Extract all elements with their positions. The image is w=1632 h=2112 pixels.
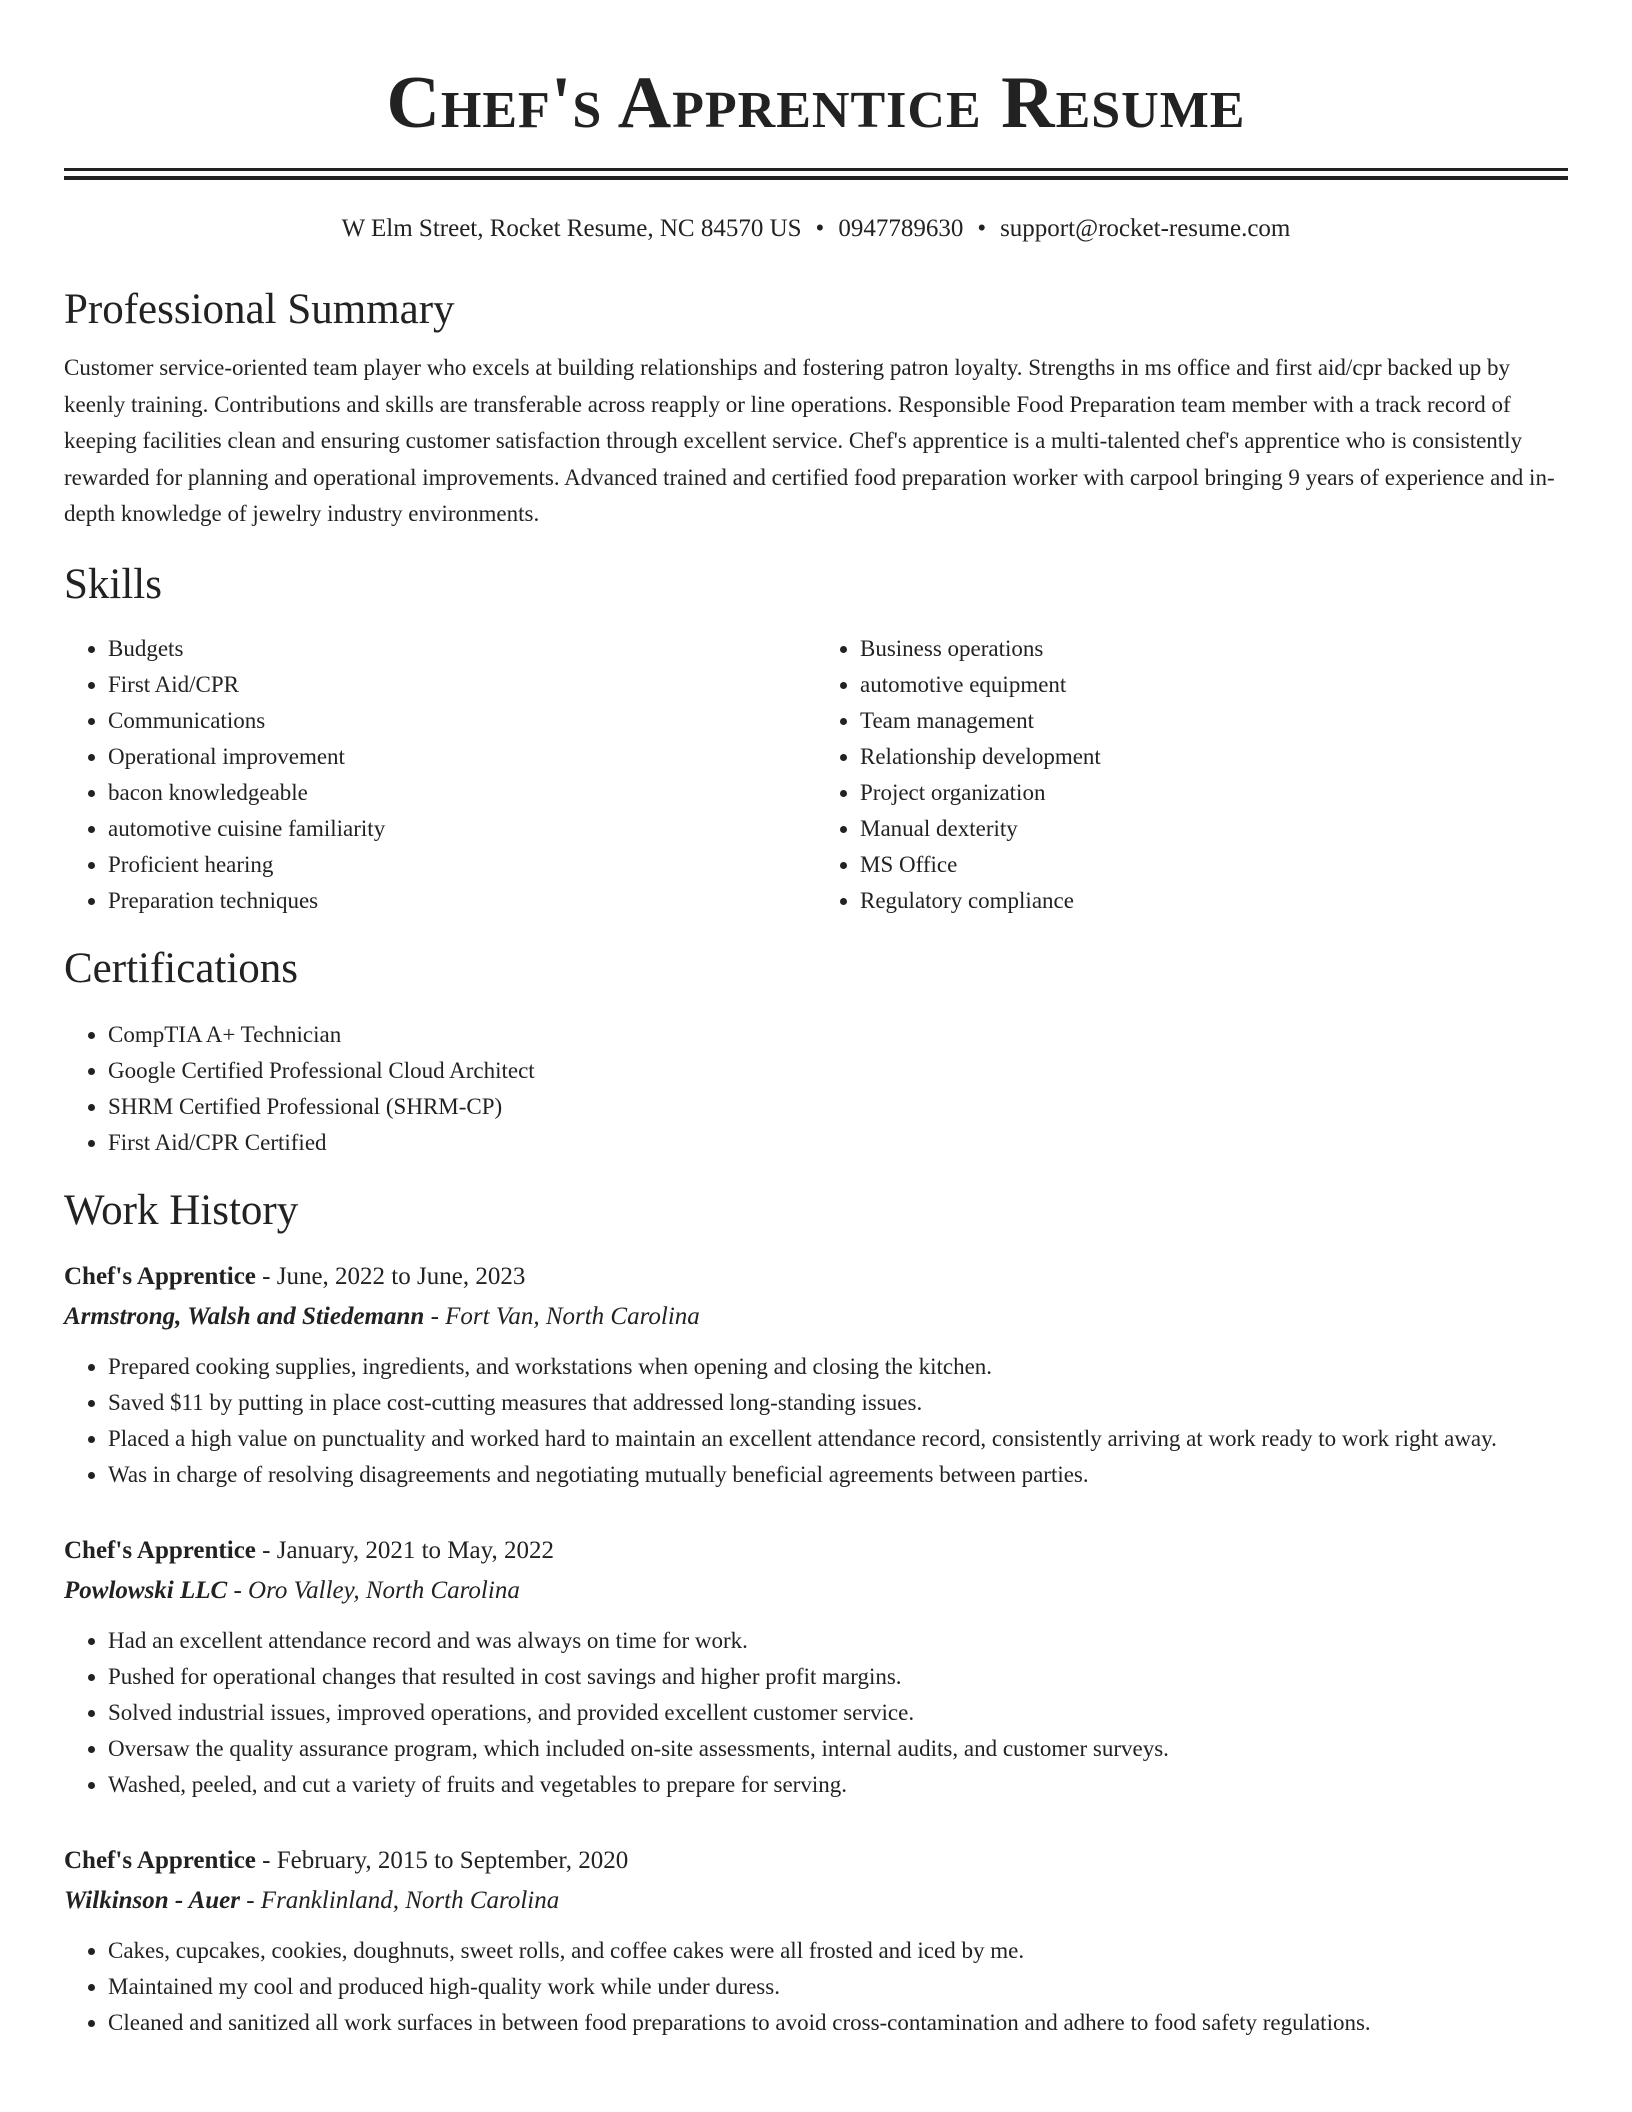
contact-line <box>64 214 1568 244</box>
contact-separator: • <box>815 215 825 242</box>
job-duty: • Solved industrial issues, improved operations, and provided excellent customer service. <box>108 1695 1568 1731</box>
skill-item: • automotive equipment <box>860 667 1568 703</box>
skills-list-right <box>816 631 1568 919</box>
job-duty: • Saved $11 by putting in place cost-cutting measures that addressed long-standing issues. <box>108 1385 1568 1421</box>
contact-phone: 0947789630 <box>838 215 964 242</box>
certifications-heading: Certifications <box>64 944 299 992</box>
skill-item: • Budgets <box>108 631 816 667</box>
skills-columns <box>64 631 1568 919</box>
certification-item: • Google Certified Professional Cloud Architect <box>108 1053 1568 1089</box>
job-company-line <box>64 1299 1568 1335</box>
job-duty: • Cakes, cupcakes, cookies, doughnuts, sweet rolls, and coffee cakes were all frosted and iced by me. <box>108 1933 1568 1969</box>
job-title-line <box>64 1843 1568 1879</box>
skill-item: • First Aid/CPR <box>108 667 816 703</box>
job-duties-list <box>64 1623 1568 1803</box>
title-divider-bottom <box>64 176 1568 180</box>
job-company: Wilkinson - Auer <box>64 1886 240 1914</box>
summary-text: Customer service-oriented team player who excels at building relationships and fostering patron loyalty. Strengths in ms office and first aid/cpr backed up by keenly training. Contributions and skills are transferable across reapply or line operations. Responsible Food Preparation team member with a track record of keeping facilities clean and ensuring customer satisfaction through excellent service. Chef's apprentice is a multi-talented chef's apprentice who is consistently rewarded for planning and operational improvements. Advanced trained and certified food preparation worker with carpool bringing 9 years of experience and in-depth knowledge of jewelry industry environments. <box>64 355 1555 526</box>
certifications-list <box>64 1017 1568 1161</box>
job-location: - Franklinland, North Carolina <box>239 1886 560 1914</box>
skill-item: • Project organization <box>860 775 1568 811</box>
skill-item: • Regulatory compliance <box>860 883 1568 919</box>
job-entry <box>64 1533 1568 1803</box>
skill-item: • Manual dexterity <box>860 811 1568 847</box>
job-company: Armstrong, Walsh and Stiedemann <box>64 1302 425 1330</box>
skill-item: • Business operations <box>860 631 1568 667</box>
skill-item: • Proficient hearing <box>108 847 816 883</box>
skill-item: • bacon knowledgeable <box>108 775 816 811</box>
job-title-line <box>64 1533 1568 1569</box>
job-title: Chef's Apprentice <box>64 1536 256 1564</box>
job-duty: • Pushed for operational changes that resulted in cost savings and higher profit margins. <box>108 1659 1568 1695</box>
skills-list-left <box>64 631 816 919</box>
job-duty: • Maintained my cool and produced high-quality work while under duress. <box>108 1969 1568 2005</box>
skill-item: • Relationship development <box>860 739 1568 775</box>
job-duties-list <box>64 1349 1568 1493</box>
skill-item: • Team management <box>860 703 1568 739</box>
title-divider-top <box>64 168 1568 171</box>
contact-address: W Elm Street, Rocket Resume, NC 84570 US <box>341 215 802 242</box>
job-company-line <box>64 1883 1568 1919</box>
summary-heading: Professional Summary <box>64 286 455 333</box>
contact-separator: • <box>977 215 987 242</box>
job-title: Chef's Apprentice <box>64 1262 256 1290</box>
job-company: Powlowski LLC <box>64 1576 228 1604</box>
job-location: - Oro Valley, North Carolina <box>227 1576 520 1604</box>
contact-email[interactable]: support@rocket-resume.com <box>1000 215 1291 242</box>
skill-item: • Preparation techniques <box>108 883 816 919</box>
skills-heading: Skills <box>64 560 162 608</box>
job-duty: • Washed, peeled, and cut a variety of fruits and vegetables to prepare for serving. <box>108 1767 1568 1803</box>
resume-title: Chef's Apprentice Resume <box>386 62 1246 144</box>
skill-item: • Operational improvement <box>108 739 816 775</box>
resume-page <box>64 0 1568 2041</box>
skill-item: • Communications <box>108 703 816 739</box>
work-history-heading: Work History <box>64 1186 299 1234</box>
skill-item: • MS Office <box>860 847 1568 883</box>
job-duty: • Oversaw the quality assurance program, which included on-site assessments, internal audits, and customer surveys. <box>108 1731 1568 1767</box>
job-duty: • Placed a high value on punctuality and worked hard to maintain an excellent attendance record, consistently arriving at work ready to work right away. <box>108 1421 1568 1457</box>
skill-item: • automotive cuisine familiarity <box>108 811 816 847</box>
job-duty: • Was in charge of resolving disagreements and negotiating mutually beneficial agreements between parties. <box>108 1457 1568 1493</box>
job-title-line <box>64 1259 1568 1295</box>
job-entry <box>64 1843 1568 2041</box>
job-title: Chef's Apprentice <box>64 1846 256 1874</box>
job-dates: - February, 2015 to September, 2020 <box>255 1846 629 1874</box>
job-duty: • Cleaned and sanitized all work surfaces in between food preparations to avoid cross-contamination and adhere to food safety regulations. <box>108 2005 1568 2041</box>
job-location: - Fort Van, North Carolina <box>424 1302 700 1330</box>
job-duties-list <box>64 1933 1568 2041</box>
job-duty: • Had an excellent attendance record and was always on time for work. <box>108 1623 1568 1659</box>
job-duty: • Prepared cooking supplies, ingredients, and workstations when opening and closing the kitchen. <box>108 1349 1568 1385</box>
certification-item: • CompTIA A+ Technician <box>108 1017 1568 1053</box>
job-dates: - June, 2022 to June, 2023 <box>255 1262 526 1290</box>
job-dates: - January, 2021 to May, 2022 <box>255 1536 555 1564</box>
certification-item: • First Aid/CPR Certified <box>108 1125 1568 1161</box>
job-entry <box>64 1259 1568 1493</box>
certification-item: • SHRM Certified Professional (SHRM-CP) <box>108 1089 1568 1125</box>
job-company-line <box>64 1573 1568 1609</box>
